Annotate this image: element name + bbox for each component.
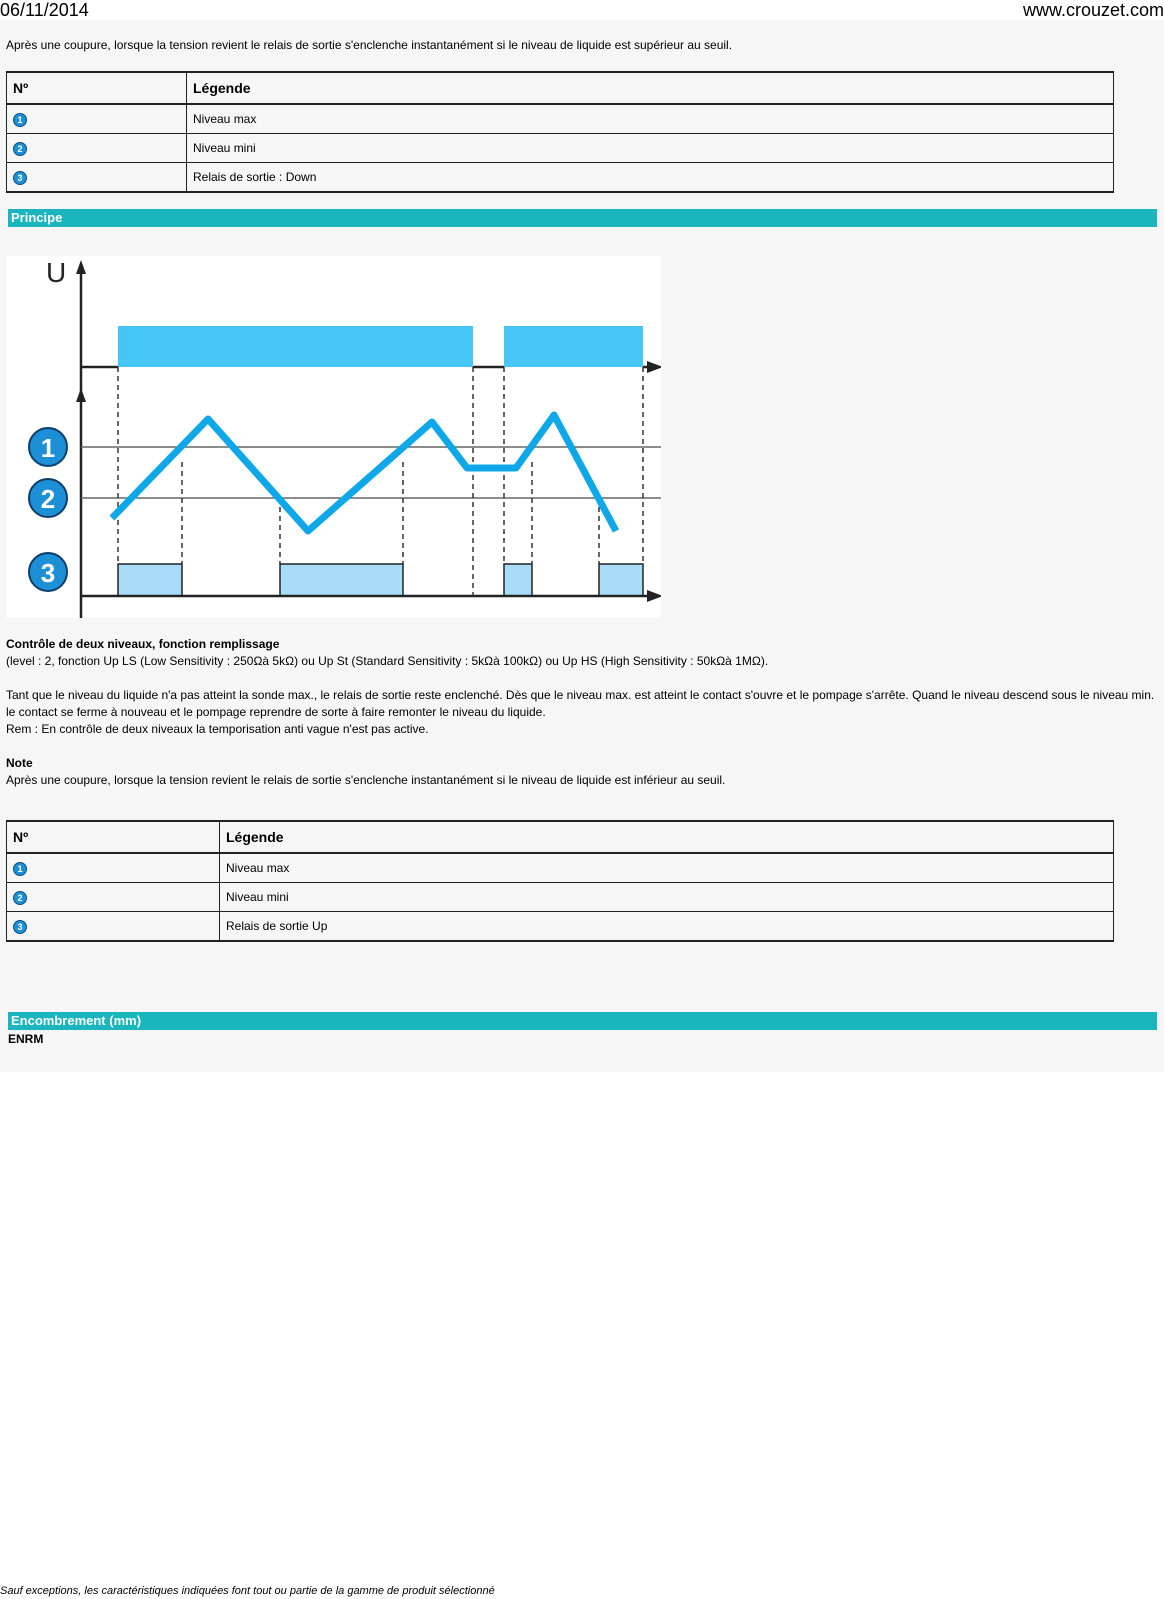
section2-block — [6, 636, 1156, 789]
supply-block — [118, 326, 473, 367]
axis-label-u: U — [46, 257, 67, 288]
col-number-header: Nº — [7, 72, 187, 104]
legend-label: Niveau mini — [220, 883, 1114, 912]
marker-3-icon — [29, 553, 67, 591]
legend-label: Niveau mini — [187, 134, 1114, 163]
relay-block — [118, 564, 182, 596]
footer-disclaimer: Sauf exceptions, les caractéristiques indiquées font tout ou partie de la gamme de produit sélectionné — [0, 1585, 495, 1597]
axis-arrow-icon — [76, 388, 86, 402]
section-band-principe: Principe — [8, 209, 1157, 227]
marker-2-icon — [29, 479, 67, 517]
marker-label: 2 — [40, 484, 56, 514]
table-row — [7, 104, 1114, 134]
legend-label: Relais de sortie Up — [220, 912, 1114, 942]
supply-block — [504, 326, 643, 367]
number-1-icon: 1 — [13, 113, 27, 127]
relay-block — [599, 564, 643, 596]
relay-block — [280, 564, 403, 596]
table-row — [7, 912, 1114, 942]
table-row — [7, 853, 1114, 883]
col-number-header: Nº — [7, 821, 220, 853]
col-legend-header: Légende — [187, 72, 1114, 104]
marker-label: 3 — [40, 558, 56, 588]
legend-table-1 — [6, 71, 1114, 193]
dashed-guides — [118, 367, 643, 596]
number-3-icon: 3 — [13, 171, 27, 185]
table-row — [7, 134, 1114, 163]
encombrement-code: ENRM — [8, 1032, 44, 1046]
header-date: 06/11/2014 — [0, 0, 89, 20]
legend-table-2 — [6, 820, 1114, 942]
relay-block — [504, 564, 532, 596]
header-site-url[interactable]: www.crouzet.com — [1022, 0, 1164, 20]
marker-1-icon — [29, 428, 67, 466]
content-panel — [0, 20, 1164, 1072]
axis-arrow-icon — [647, 590, 661, 602]
legend-label: Niveau max — [187, 104, 1114, 134]
col-legend-header: Légende — [220, 821, 1114, 853]
note-text: Après une coupure, lorsque la tension revient le relais de sortie s'enclenche instantanément si le niveau de liquide est inférieur au seuil. — [6, 773, 726, 787]
number-1-icon: 1 — [13, 862, 27, 876]
intro-text: Après une coupure, lorsque la tension revient le relais de sortie s'enclenche instantanément si le niveau de liquide est supérieur au seuil. — [6, 38, 733, 52]
section2-title: Contrôle de deux niveaux, fonction remplissage — [6, 637, 280, 651]
axis-arrow-icon — [76, 260, 86, 274]
number-3-icon: 3 — [13, 920, 27, 934]
marker-label: 1 — [40, 433, 56, 463]
note-title: Note — [6, 756, 33, 770]
axis-arrow-icon — [647, 361, 661, 373]
table-row — [7, 883, 1114, 912]
legend-label: Relais de sortie : Down — [187, 163, 1114, 193]
legend-label: Niveau max — [220, 853, 1114, 883]
section2-remark: Rem : En contrôle de deux niveaux la temporisation anti vague n'est pas active. — [6, 722, 429, 736]
liquid-level-curve — [112, 415, 616, 531]
number-2-icon: 2 — [13, 891, 27, 905]
section2-subtitle: (level : 2, fonction Up LS (Low Sensitivity : 250Ωà 5kΩ) ou Up St (Standard Sensitivity : 5kΩà 100kΩ) ou Up HS (High Sensitivity : 50kΩà 1MΩ). — [6, 654, 769, 668]
table-row — [7, 163, 1114, 193]
principe-diagram — [6, 256, 661, 618]
number-2-icon: 2 — [13, 142, 27, 156]
section2-paragraph: Tant que le niveau du liquide n'a pas atteint la sonde max., le relais de sortie reste enclenché. Dès que le niveau max. est atteint le contact s'ouvre et le pompage s'arrête. Quand le niveau descend sous le niveau min. le contact se ferme à nouveau et le pompage reprendre de sorte à faire remonter le niveau du liquide. — [6, 688, 1155, 719]
section-band-encombrement: Encombrement (mm) — [8, 1012, 1157, 1030]
